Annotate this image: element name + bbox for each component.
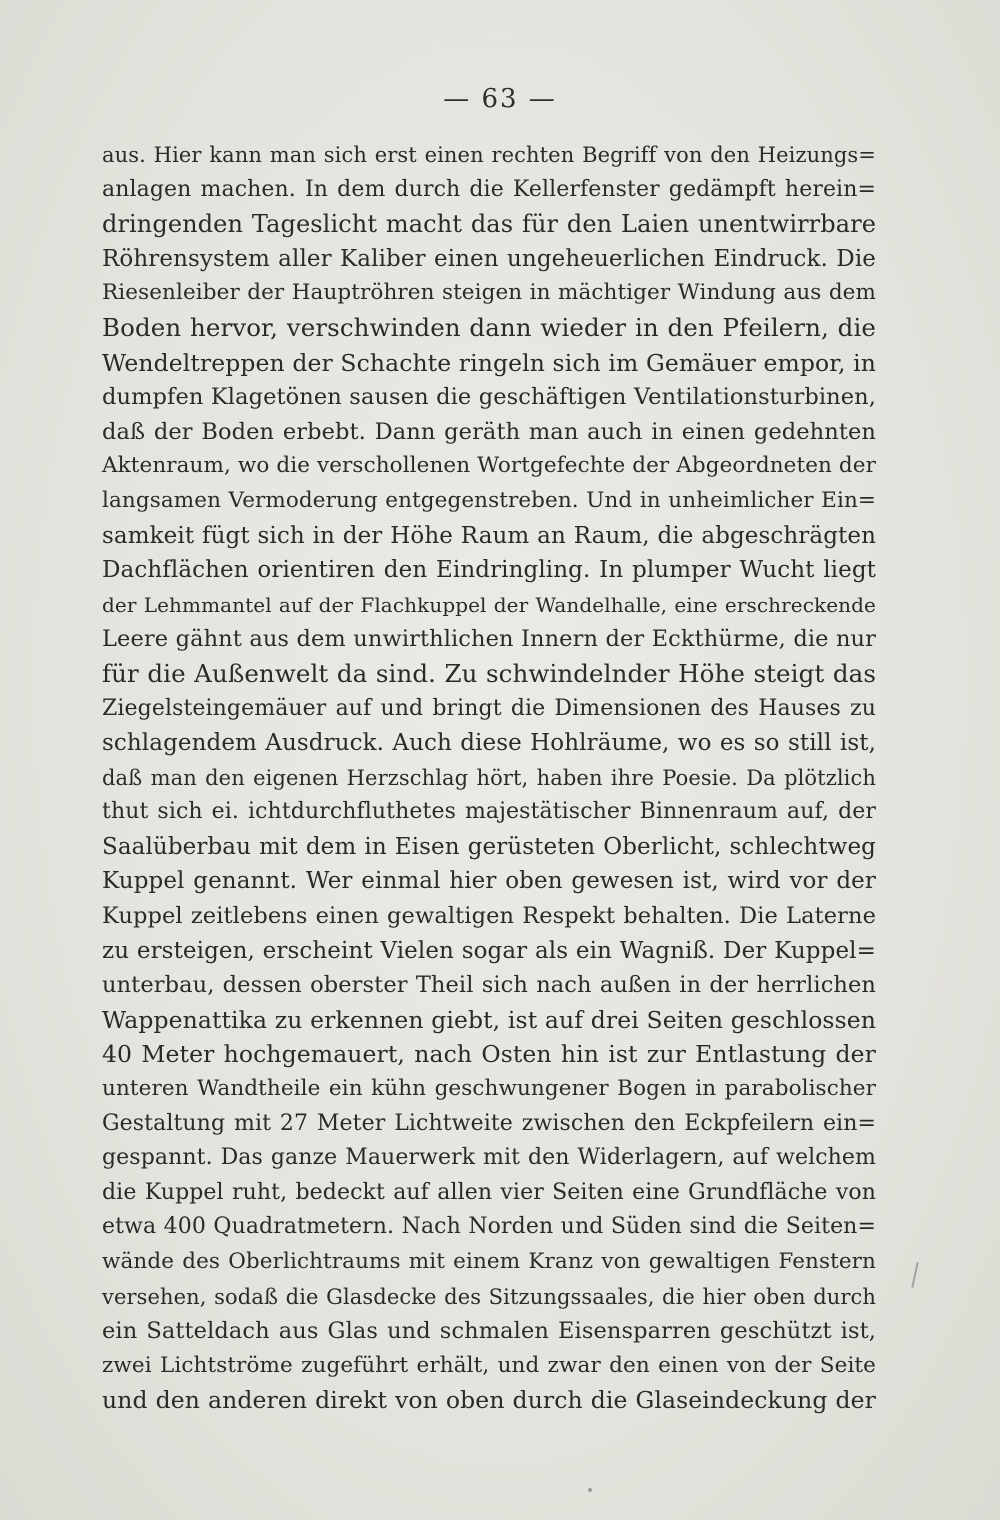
text-line: etwa 400 Quadratmetern. Nach Norden und Süden sind die Seiten= — [102, 1214, 876, 1240]
text-line: Boden hervor, verschwinden dann wieder in den Pfeilern, die — [102, 312, 876, 342]
text-line: thut sich ei. ichtdurchfluthetes majestätischer Binnenraum auf, der — [102, 799, 876, 825]
text-line: schlagendem Ausdruck. Auch diese Hohlräume, wo es so still ist, — [102, 730, 876, 757]
text-line: Wendeltreppen der Schachte ringeln sich im Gemäuer empor, in — [102, 348, 877, 377]
body-text — [102, 138, 876, 1418]
text-line: Leere gähnt aus dem unwirthlichen Innern der Eckthürme, die nur — [102, 626, 876, 653]
text-line: Riesenleiber der Hauptröhren steigen in mächtiger Windung aus dem — [102, 280, 876, 306]
text-line: aus. Hier kann man sich erst einen rechten Begriff von den Heizungs= — [102, 143, 876, 167]
text-line: dumpfen Klagetönen sausen die geschäftigen Ventilationsturbinen, — [102, 384, 876, 411]
text-line: unterbau, dessen oberster Theil sich nach außen in der herrlichen — [102, 972, 876, 999]
text-line: Röhrensystem aller Kaliber einen ungeheuerlichen Eindruck. Die — [102, 245, 876, 272]
text-line: Ziegelsteingemäuer auf und bringt die Dimensionen des Hauses zu — [102, 695, 876, 721]
text-line: samkeit fügt sich in der Höhe Raum an Raum, die abgeschrägten — [102, 522, 876, 549]
text-line: Dachflächen orientiren den Eindringling. In plumper Wucht liegt — [102, 557, 876, 584]
text-line: wände des Oberlichtraums mit einem Kranz von gewaltigen Fenstern — [102, 1249, 876, 1274]
text-line: die Kuppel ruht, bedeckt auf allen vier Seiten eine Grundfläche von — [102, 1179, 876, 1205]
text-line: für die Außenwelt da sind. Zu schwindelnder Höhe steigt das — [102, 658, 876, 688]
paper-speck — [588, 1488, 592, 1492]
text-line: Kuppel genannt. Wer einmal hier oben gewesen ist, wird vor der — [102, 868, 876, 895]
text-line: unteren Wandtheile ein kühn geschwungener Bogen in parabolischer — [102, 1076, 876, 1102]
text-line: der Lehmmantel auf der Flachkuppel der Wandelhalle, eine erschreckende — [102, 592, 876, 617]
text-line: daß man den eigenen Herzschlag hört, haben ihre Poesie. Da plötzlich — [102, 765, 876, 790]
text-line: Saalüberbau mit dem in Eisen gerüsteten Oberlicht, schlechtweg — [102, 833, 876, 860]
text-line: Kuppel zeitlebens einen gewaltigen Respekt behalten. Die Laterne — [102, 903, 876, 930]
text-line: anlagen machen. In dem durch die Kellerfenster gedämpft herein= — [102, 176, 876, 202]
text-line: und den anderen direkt von oben durch die Glaseindeckung der — [102, 1386, 876, 1415]
page-number: — 63 — — [443, 84, 557, 114]
text-line: ein Satteldach aus Glas und schmalen Eisensparren geschützt ist, — [102, 1318, 876, 1345]
text-line: zwei Lichtströme zugeführt erhält, und zwar den einen von der Seite — [102, 1352, 876, 1378]
text-line: gespannt. Das ganze Mauerwerk mit den Widerlagern, auf welchem — [102, 1145, 876, 1171]
text-line: daß der Boden erbebt. Dann geräth man auch in einen gedehnten — [102, 418, 876, 445]
text-line: 40 Meter hochgemauert, nach Osten hin ist zur Entlastung der — [102, 1040, 876, 1069]
text-line: Aktenraum, wo die verschollenen Wortgefechte der Abgeordneten der — [102, 453, 876, 479]
text-line: Gestaltung mit 27 Meter Lichtweite zwischen den Eckpfeilern ein= — [102, 1110, 876, 1136]
text-line: dringenden Tageslicht macht das für den Laien unentwirrbare — [102, 210, 876, 239]
margin-pencil-mark — [911, 1262, 918, 1288]
text-line: versehen, sodaß die Glasdecke des Sitzungssaales, die hier oben durch — [102, 1284, 876, 1309]
text-line: langsamen Vermoderung entgegenstreben. Und in unheimlicher Ein= — [102, 487, 876, 513]
text-line: zu ersteigen, erscheint Vielen sogar als ein Wagniß. Der Kuppel= — [102, 937, 876, 964]
text-line: Wappenattika zu erkennen giebt, ist auf drei Seiten geschlossen — [102, 1005, 876, 1034]
